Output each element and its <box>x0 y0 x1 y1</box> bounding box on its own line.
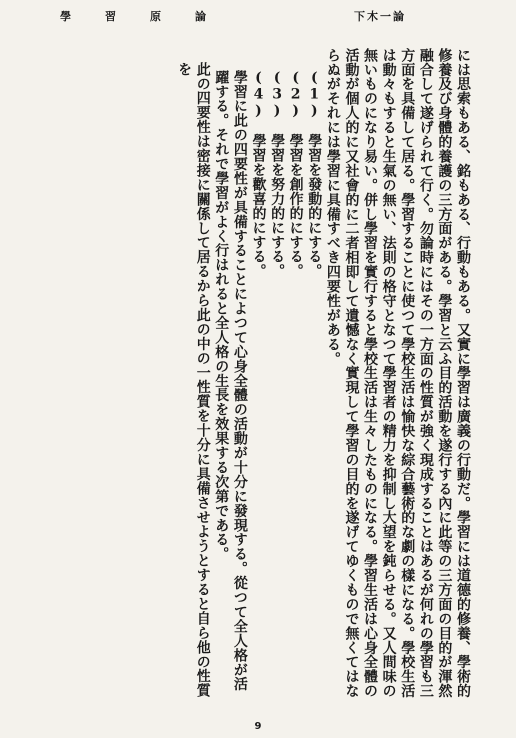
vertical-body-text <box>40 48 472 703</box>
requirements-list <box>249 48 323 703</box>
header-book-title: 學習原論 <box>60 10 240 23</box>
paragraph-2: 學習に此の四要性が具備することによつて心身全體の活動が十分に發現する。從つて全人格が活躍する。それで學習がよく行はれると全人格の生長を效果する次第である。 <box>213 70 248 692</box>
list-item: (1) 學習を發動的にする。 <box>306 70 323 279</box>
paragraph-1: には思索もある、銘もある、行動もある。又實に學習は廣義の行動だ。學習には道德的修養、學術的修養及び身體的養護の三方面がある。學習と云ふ目的活動を遂行する內に此等の三方面の目的が渾然融合して遂げられて行く。勿論時にはその一方面の性質が強く現成することはあるが何れの學習も三方面を具備して居る。學習することに使つて學校生活は愉快な綜合藝術的な劇の樣になる。學校生活は動々もすると生氣の無い、法則の格守となつて學習者の精力を抑制し大望を鈍らせる。又人間味の無いものになり易い。併し學習を實行すると學校生活は生々したものになる。學習生活は心身全體の活動が個人的に又社會的に二者相即して遺憾なく實現して學習の目的を遂げてゆくもので無くてはならぬがそれには學習に具備すべき四要性がある。 <box>324 48 471 699</box>
header-section-title: 下木一論 <box>354 10 406 23</box>
paragraph-3: 此の四要性は密接に關係して居るから此の中の一性質を十分に具備させようとすると自ら他の性質を <box>176 62 211 698</box>
running-header <box>40 8 476 28</box>
page-number: 9 <box>254 721 262 732</box>
list-item: (4) 學習を歡喜的にする。 <box>250 70 267 279</box>
list-item: (2) 學習を創作的にする。 <box>287 70 304 279</box>
list-item: (3) 學習を努力的にする。 <box>269 70 286 279</box>
